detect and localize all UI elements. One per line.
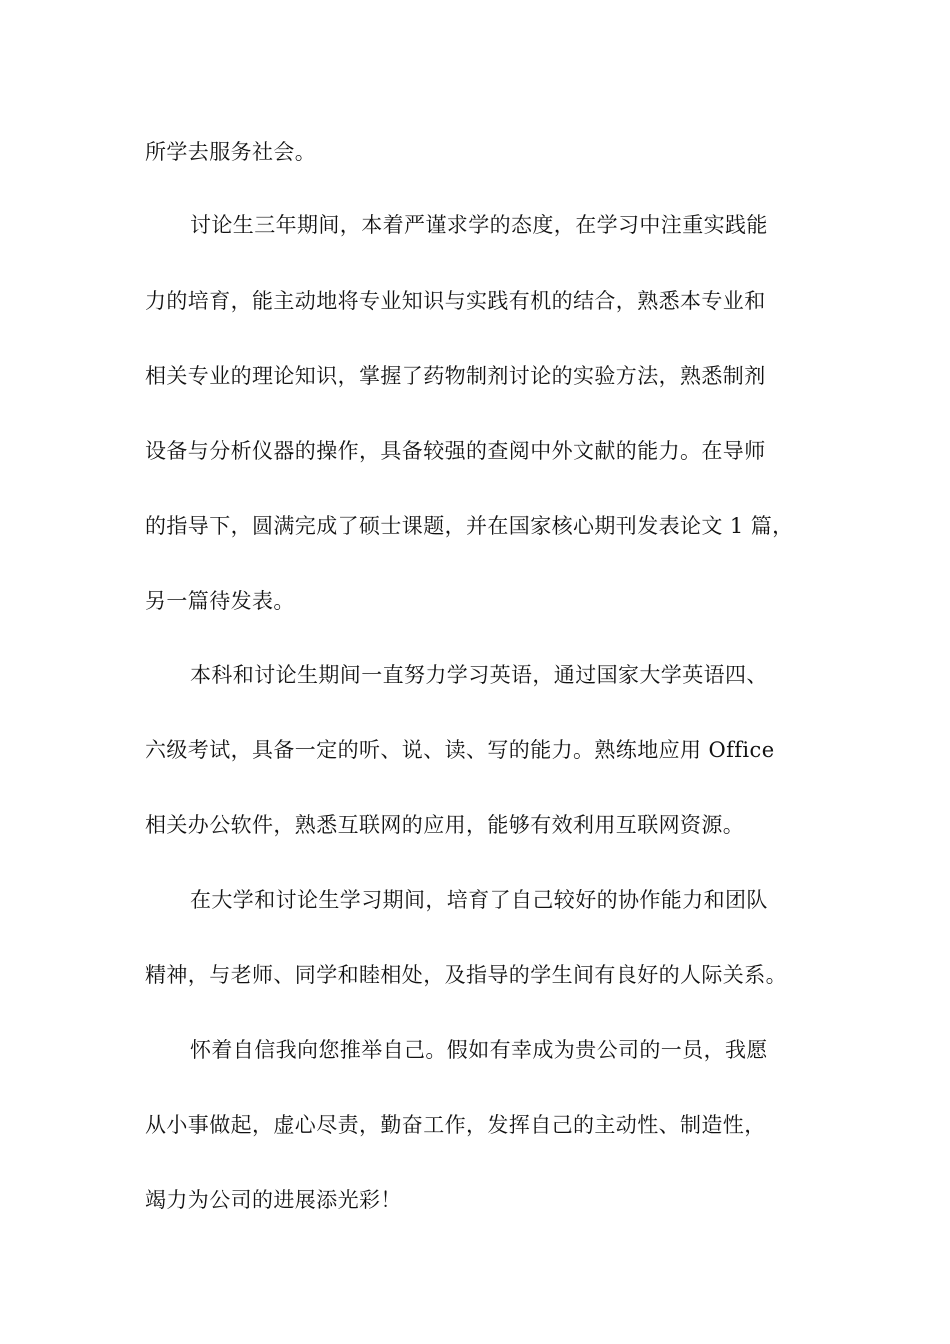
text-line: 从小事做起，虚心尽责，勤奋工作，发挥自己的主动性、制造性， <box>145 1113 766 1137</box>
text-line: 竭力为公司的进展添光彩！ <box>145 1188 402 1212</box>
text-line: 所学去服务社会。 <box>145 140 317 164</box>
text-line: 在大学和讨论生学习期间，培育了自己较好的协作能力和团队 <box>190 888 768 912</box>
text-line: 设备与分析仪器的操作，具备较强的查阅中外文献的能力。在导师 <box>145 439 766 463</box>
text-line: 精神，与老师、同学和睦相处，及指导的学生间有良好的人际关系。 <box>145 963 787 987</box>
text-line: 本科和讨论生期间一直努力学习英语，通过国家大学英语四、 <box>190 663 768 687</box>
text-line: 相关办公软件，熟悉互联网的应用，能够有效利用互联网资源。 <box>145 813 745 837</box>
text-line: 力的培育，能主动地将专业知识与实践有机的结合，熟悉本专业和 <box>145 289 766 313</box>
text-line: 讨论生三年期间，本着严谨求学的态度，在学习中注重实践能 <box>190 213 768 237</box>
text-line: 六级考试，具备一定的听、说、读、写的能力。熟练地应用 Office <box>145 738 775 762</box>
text-line: 的指导下，圆满完成了硕士课题，并在国家核心期刊发表论文 1 篇， <box>145 514 794 538</box>
text-line: 怀着自信我向您推举自己。假如有幸成为贵公司的一员，我愿 <box>190 1038 768 1062</box>
text-line: 相关专业的理论知识，掌握了药物制剂讨论的实验方法，熟悉制剂 <box>145 364 766 388</box>
text-line: 另一篇待发表。 <box>145 589 295 613</box>
